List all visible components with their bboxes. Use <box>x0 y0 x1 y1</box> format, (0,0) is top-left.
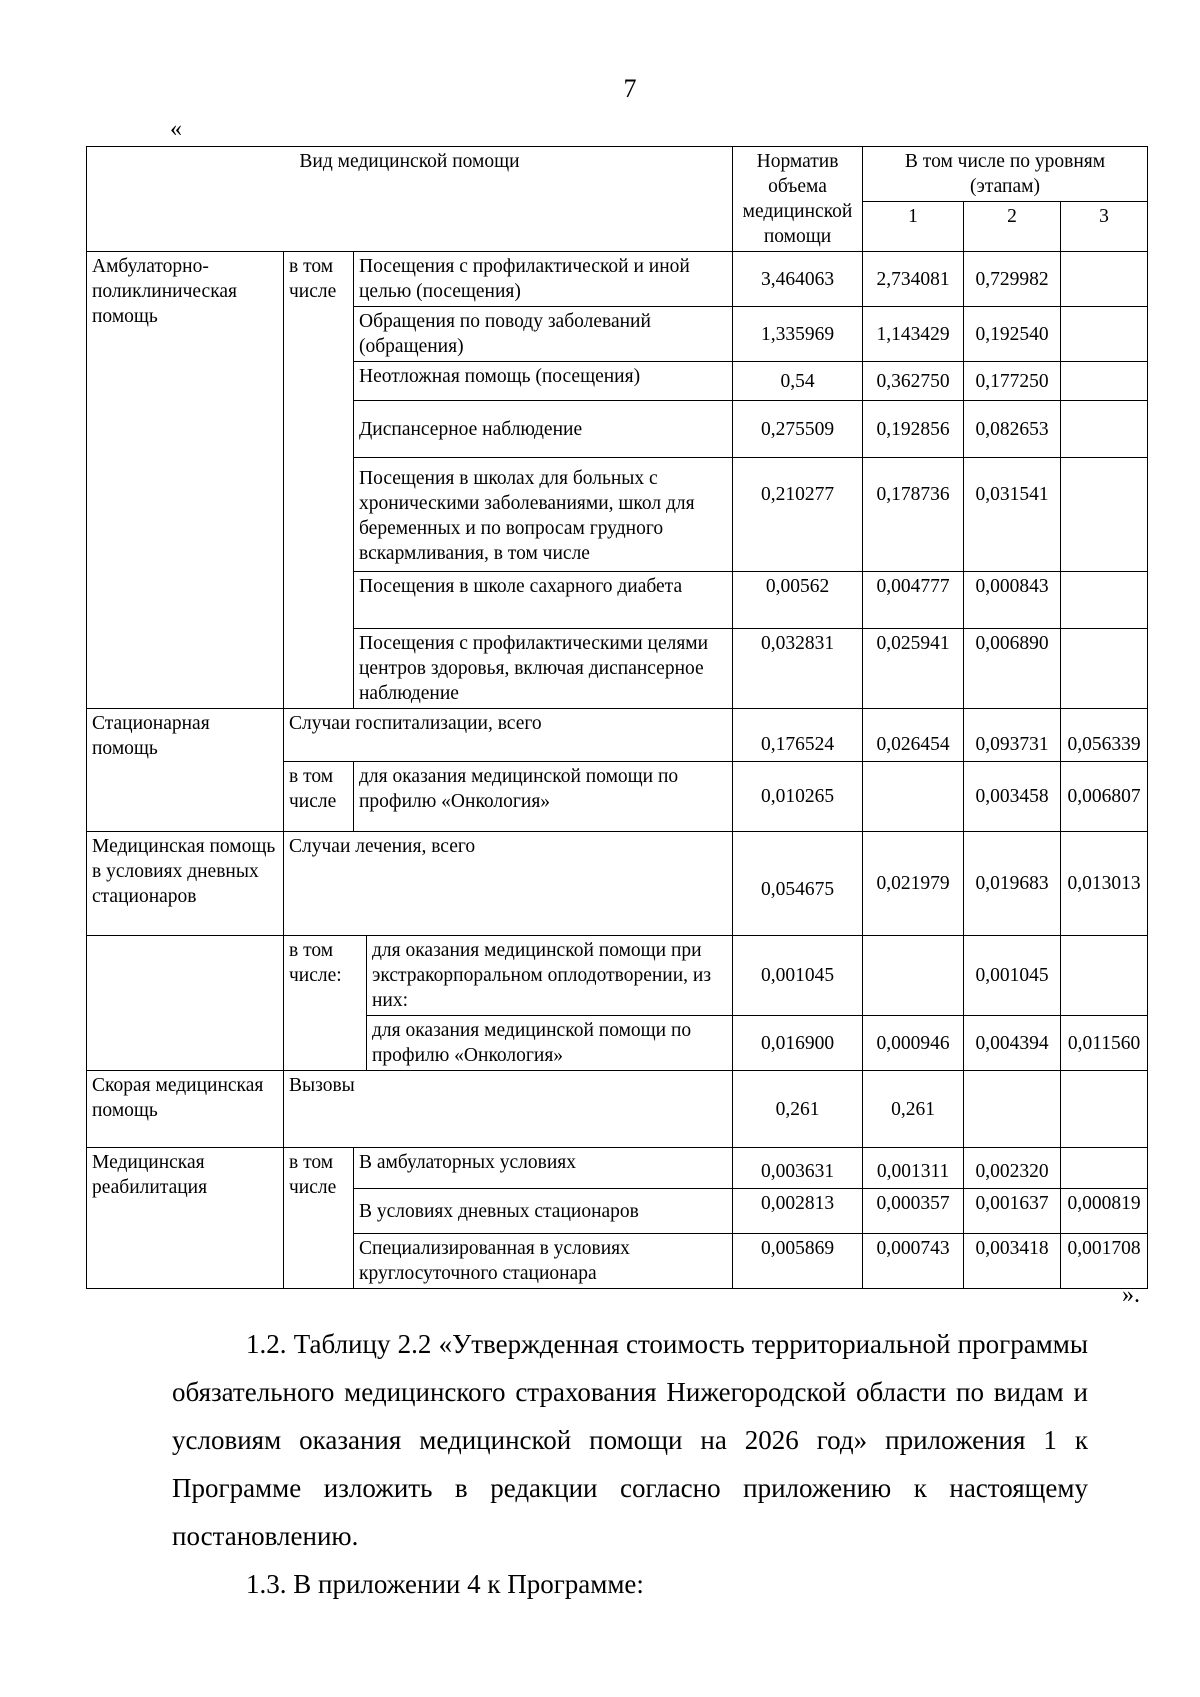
row-name: для оказания медицинской помощи по профилю «Онкология» <box>354 762 733 832</box>
row-level-3 <box>1061 1148 1148 1189</box>
row-level-2: 0,177250 <box>964 362 1061 401</box>
header-level-3: 3 <box>1061 202 1148 252</box>
inpatient-label: Стационарная помощь <box>87 709 284 832</box>
row-name: Специализированная в условиях круглосуточного стационара <box>354 1234 733 1289</box>
row-norm: 0,261 <box>733 1071 863 1148</box>
row-norm: 0,032831 <box>733 629 863 709</box>
row-level-2 <box>964 1071 1061 1148</box>
row-norm: 0,054675 <box>733 832 863 936</box>
paragraph-1-2-text: 1.2. Таблицу 2.2 «Утвержденная стоимость территориальной программы обязательного медицинского страхования Нижегородской области по видам и условиям оказания медицинской помощи на 2026 год» приложения 1 к Программе изложить в редакции согласно приложению к настоящему постановлению. <box>172 1329 1088 1551</box>
header-level-1: 1 <box>863 202 964 252</box>
row-norm: 0,010265 <box>733 762 863 832</box>
row-norm: 0,54 <box>733 362 863 401</box>
row-level-1: 0,192856 <box>863 401 964 458</box>
row-level-2: 0,019683 <box>964 832 1061 936</box>
row-norm: 0,176524 <box>733 709 863 762</box>
day-care-empty-cell <box>87 936 284 1071</box>
rehab-in-number: в том числе <box>284 1148 354 1289</box>
row-level-2: 0,031541 <box>964 458 1061 572</box>
row-level-3 <box>1061 362 1148 401</box>
rehab-label: Медицинская реабилитация <box>87 1148 284 1289</box>
table-row <box>87 709 1148 762</box>
row-level-1: 0,026454 <box>863 709 964 762</box>
row-level-1: 0,000357 <box>863 1189 964 1234</box>
row-name: Диспансерное наблюдение <box>354 401 733 458</box>
page-number: 7 <box>623 74 637 103</box>
row-level-2: 0,004394 <box>964 1016 1061 1071</box>
row-level-1: 0,001311 <box>863 1148 964 1189</box>
day-care-label: Медицинская помощь в условиях дневных стационаров <box>87 832 284 936</box>
row-level-1: 0,021979 <box>863 832 964 936</box>
row-norm: 0,001045 <box>733 936 863 1016</box>
row-level-3 <box>1061 252 1148 307</box>
row-level-3 <box>1061 307 1148 362</box>
row-name: Вызовы <box>284 1071 733 1148</box>
row-level-2: 0,093731 <box>964 709 1061 762</box>
table-row <box>87 936 1148 1016</box>
row-name: для оказания медицинской помощи по профилю «Онкология» <box>367 1016 733 1071</box>
row-norm: 0,016900 <box>733 1016 863 1071</box>
row-name: Случаи лечения, всего <box>284 832 733 936</box>
row-level-1: 0,025941 <box>863 629 964 709</box>
row-name: для оказания медицинской помощи при экстракорпоральном оплодотворении, из них: <box>367 936 733 1016</box>
row-name: Посещения в школе сахарного диабета <box>354 572 733 629</box>
row-norm: 0,005869 <box>733 1234 863 1289</box>
row-level-1: 0,000946 <box>863 1016 964 1071</box>
row-level-3: 0,000819 <box>1061 1189 1148 1234</box>
ambulatory-label: Амбулаторно-поликлиническая помощь <box>87 252 284 709</box>
table-row <box>87 1148 1148 1189</box>
row-name: Посещения с профилактическими целями центров здоровья, включая диспансерное наблюдение <box>354 629 733 709</box>
table-row <box>87 832 1148 936</box>
row-level-2: 0,003458 <box>964 762 1061 832</box>
row-level-1: 0,000743 <box>863 1234 964 1289</box>
row-norm: 0,275509 <box>733 401 863 458</box>
row-name: Случаи госпитализации, всего <box>284 709 733 762</box>
row-level-3: 0,013013 <box>1061 832 1148 936</box>
row-level-3 <box>1061 936 1148 1016</box>
row-level-2: 0,001045 <box>964 936 1061 1016</box>
row-level-3: 0,001708 <box>1061 1234 1148 1289</box>
row-level-3 <box>1061 1071 1148 1148</box>
row-level-3 <box>1061 401 1148 458</box>
row-level-1: 1,143429 <box>863 307 964 362</box>
table-row <box>87 1071 1148 1148</box>
row-norm: 0,210277 <box>733 458 863 572</box>
row-level-1: 0,004777 <box>863 572 964 629</box>
row-level-3 <box>1061 629 1148 709</box>
header-level-2: 2 <box>964 202 1061 252</box>
day-care-in-number: в том числе: <box>284 936 367 1071</box>
row-level-1: 0,178736 <box>863 458 964 572</box>
row-norm: 1,335969 <box>733 307 863 362</box>
row-level-1: 0,261 <box>863 1071 964 1148</box>
row-name: Неотложная помощь (посещения) <box>354 362 733 401</box>
open-quote: « <box>170 116 182 142</box>
row-norm: 0,00562 <box>733 572 863 629</box>
row-level-2: 0,006890 <box>964 629 1061 709</box>
row-name: Посещения с профилактической и иной целью (посещения) <box>354 252 733 307</box>
row-name: В амбулаторных условиях <box>354 1148 733 1189</box>
row-norm: 0,002813 <box>733 1189 863 1234</box>
table-row <box>87 252 1148 307</box>
row-level-1: 0,362750 <box>863 362 964 401</box>
row-level-3: 0,056339 <box>1061 709 1148 762</box>
row-level-2: 0,729982 <box>964 252 1061 307</box>
close-quote: ». <box>1122 1282 1140 1308</box>
row-level-3: 0,006807 <box>1061 762 1148 832</box>
row-norm: 0,003631 <box>733 1148 863 1189</box>
row-name: В условиях дневных стационаров <box>354 1189 733 1234</box>
row-level-2: 0,000843 <box>964 572 1061 629</box>
row-level-3 <box>1061 572 1148 629</box>
normatives-table <box>86 146 1148 1289</box>
paragraph-1-2 <box>172 1320 1088 1560</box>
row-level-3: 0,011560 <box>1061 1016 1148 1071</box>
row-name: Посещения в школах для больных с хроническими заболеваниями, школ для беременных и по вопросам грудного вскармливания, в том числе <box>354 458 733 572</box>
row-name: Обращения по поводу заболеваний (обращения) <box>354 307 733 362</box>
paragraph-1-3: 1.3. В приложении 4 к Программе: <box>246 1569 644 1599</box>
header-type: Вид медицинской помощи <box>87 147 733 252</box>
row-norm: 3,464063 <box>733 252 863 307</box>
row-level-2: 0,002320 <box>964 1148 1061 1189</box>
header-normative: Норматив объема медицинской помощи <box>733 147 863 252</box>
inpatient-in-number: в том числе <box>284 762 354 832</box>
row-level-2: 0,001637 <box>964 1189 1061 1234</box>
row-level-3 <box>1061 458 1148 572</box>
emergency-label: Скорая медицинская помощь <box>87 1071 284 1148</box>
row-level-2: 0,003418 <box>964 1234 1061 1289</box>
ambulatory-in-number: в том числе <box>284 252 354 709</box>
header-levels: В том числе по уровням (этапам) <box>863 147 1148 202</box>
row-level-1: 2,734081 <box>863 252 964 307</box>
row-level-1 <box>863 762 964 832</box>
row-level-2: 0,192540 <box>964 307 1061 362</box>
row-level-2: 0,082653 <box>964 401 1061 458</box>
row-level-1 <box>863 936 964 1016</box>
